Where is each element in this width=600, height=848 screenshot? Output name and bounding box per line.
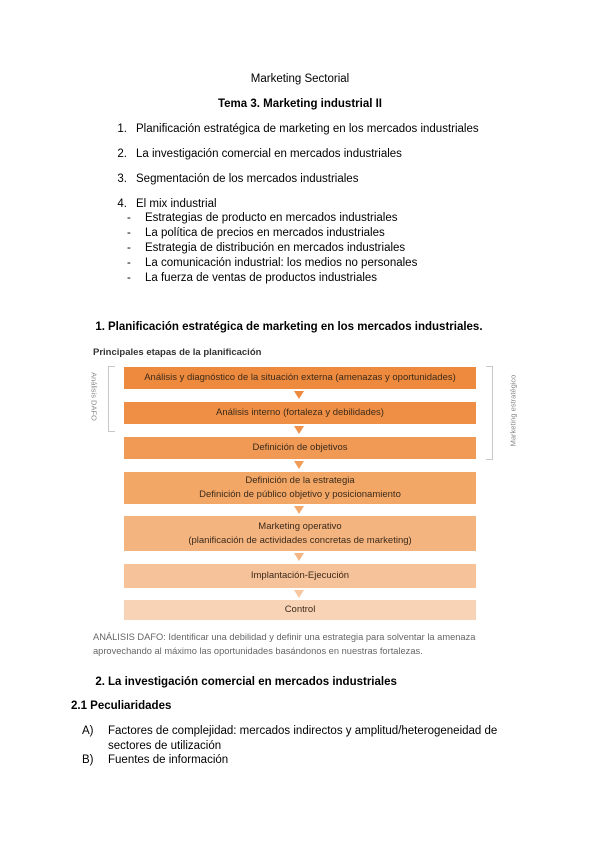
step-box — [124, 472, 476, 504]
list-dash: - — [127, 272, 131, 284]
list-dash: - — [127, 212, 131, 224]
down-arrow-icon — [294, 506, 304, 514]
down-arrow-icon — [294, 391, 304, 399]
list-item: Estrategia de distribución en mercados industriales — [145, 242, 406, 254]
step-label: Análisis y diagnóstico de la situación externa (amenazas y oportunidades) — [144, 372, 456, 383]
outline-item-number: 4. — [117, 198, 127, 210]
list-item: Estrategias de producto en mercados industriales — [145, 212, 398, 224]
right-bracket — [486, 366, 493, 460]
down-arrow-icon — [294, 590, 304, 598]
step-label: Definición de objetivos — [252, 442, 348, 453]
left-bracket — [108, 366, 115, 432]
step-box — [124, 402, 476, 424]
step-label: Definición de la estrategia — [245, 475, 355, 486]
list-dash: - — [127, 227, 131, 239]
step-sublabel: Definición de público objetivo y posicionamiento — [199, 489, 401, 500]
list-item-line: sectores de utilización — [108, 740, 222, 752]
step-box — [124, 564, 476, 588]
step-box — [124, 600, 476, 620]
list-item: La comunicación industrial: los medios no personales — [145, 257, 418, 269]
figure-title: Principales etapas de la planificación — [93, 347, 262, 358]
down-arrow-icon — [294, 461, 304, 469]
step-label: Control — [284, 604, 316, 615]
section-heading: La investigación comercial en mercados industriales — [108, 676, 397, 688]
section-heading: Planificación estratégica de marketing en los mercados industriales. — [108, 321, 483, 333]
step-label: Marketing operativo — [258, 520, 342, 532]
subsection-heading: 2.1 Peculiaridades — [71, 700, 172, 712]
list-dash: - — [127, 242, 131, 254]
down-arrow-icon — [294, 426, 304, 434]
page-title: Tema 3. Marketing industrial II — [217, 98, 383, 110]
down-arrow-icon — [294, 553, 304, 561]
side-label-strategic: Marketing estratégico — [508, 374, 518, 447]
section-number: 2. — [95, 676, 105, 688]
step-label: Análisis interno (fortaleza y debilidades) — [216, 407, 384, 418]
step-box — [124, 516, 476, 551]
list-dash: - — [127, 257, 131, 269]
course-name: Marketing Sectorial — [250, 73, 350, 85]
step-label: Implantación-Ejecución — [250, 570, 350, 581]
list-marker: A) — [82, 725, 94, 737]
section-number: 1. — [95, 321, 105, 333]
outline-item: Segmentación de los mercados industriales — [136, 173, 359, 185]
outline-item: Planificación estratégica de marketing en los mercados industriales — [136, 123, 479, 135]
list-item-line: Factores de complejidad: mercados indirectos y amplitud/heterogeneidad de — [108, 725, 498, 737]
list-item: La política de precios en mercados industriales — [145, 227, 385, 239]
side-label-dafo: Análisis DAFO — [89, 372, 99, 421]
figure-caption-line: aprovechando al máximo las oportunidades basándonos en nuestras fortalezas. — [93, 646, 423, 656]
list-marker: B) — [82, 754, 94, 766]
step-box — [124, 367, 476, 389]
list-item: La fuerza de ventas de productos industriales — [145, 272, 378, 284]
step-sublabel: (planificación de actividades concretas de marketing) — [188, 534, 412, 546]
outline-item-number: 2. — [117, 148, 127, 160]
outline-item: El mix industrial — [136, 198, 217, 210]
outline-item-number: 3. — [117, 173, 127, 185]
outline-item: La investigación comercial en mercados industriales — [136, 148, 402, 160]
figure-caption-line: ANÁLISIS DAFO: Identificar una debilidad y definir una estrategia para solventar la amenaza — [93, 632, 476, 642]
step-box — [124, 437, 476, 459]
list-item-line: Fuentes de información — [108, 754, 229, 766]
outline-item-number: 1. — [117, 123, 127, 135]
